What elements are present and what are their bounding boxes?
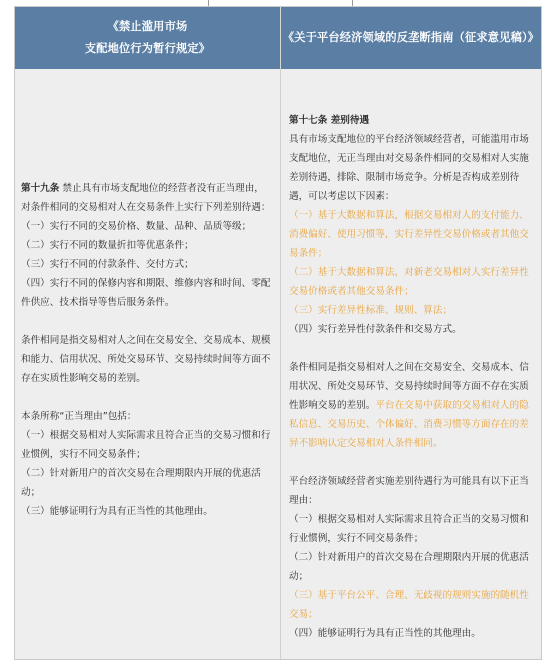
- left-justification-3: （三）能够证明行为具有正当性的其他理由。: [21, 506, 213, 517]
- left-item-1: （一）实行不同的交易价格、数量、品种、品质等级；: [21, 221, 252, 232]
- header-left-title-line1: 《禁止滥用市场: [107, 20, 188, 33]
- right-column-text: [289, 111, 535, 643]
- header-left-cell: [15, 7, 281, 69]
- header-left-title-line2: 支配地位行为暂行规定》: [84, 42, 211, 55]
- spacer: [21, 388, 273, 407]
- left-item-2: （二）实行不同的数量折扣等优惠条件；: [21, 240, 194, 251]
- top-edge: [0, 0, 550, 4]
- right-justification-1: （一）根据交易相对人实际需求且符合正当的交易习惯和行业惯例，实行不同交易条件；: [289, 514, 529, 544]
- right-item-4: （四）实行差异性付款条件和交易方式。: [289, 324, 462, 335]
- right-conditions-highlight: 平台在交易中获取的交易相对人的隐私信息、交易历史、个体偏好、消费习惯等方面存在的差异不影响认定交易相对人条件相同。: [289, 400, 529, 449]
- left-article-paragraph: [21, 179, 273, 217]
- left-column: [15, 69, 281, 659]
- right-item-2: （二）基于大数据和算法，对新老交易相对人实行差异性交易价格或者其他交易条件；: [289, 267, 529, 297]
- left-article-heading: 第十九条: [21, 183, 60, 194]
- comparison-table: [14, 6, 542, 660]
- right-conditions-plain: 条件相同是指交易相对人之间在交易安全、交易成本、信用状况、所处交易环节、交易持续时间等方面不存在实质性影响交易的差别。: [289, 362, 529, 411]
- right-justification-4: （四）能够证明行为具有正当性的其他理由。: [289, 628, 481, 639]
- left-item-4: （四）实行不同的保修内容和期限、维修内容和时间、零配件供应、技术指导等售后服务条件。: [21, 278, 271, 308]
- right-article-heading: 第十七条 差别待遇: [289, 115, 370, 126]
- right-justification-2: （二）针对新用户的首次交易在合理期限内开展的优惠活动；: [289, 552, 529, 582]
- right-conditions-paragraph: [289, 358, 535, 453]
- header-right-title: 《关于平台经济领域的反垄断指南（征求意见稿）》: [282, 31, 540, 44]
- right-column: [281, 69, 541, 659]
- table-header: [15, 7, 541, 69]
- left-conditions-paragraph: 条件相同是指交易相对人之间在交易安全、交易成本、规模和能力、信用状况、所处交易环节、交易持续时间等方面不存在实质性影响交易的差别。: [21, 335, 271, 384]
- left-column-text: [21, 179, 273, 521]
- spacer: [289, 453, 535, 472]
- right-item-1: （一）基于大数据和算法，根据交易相对人的支付能力、消费偏好、使用习惯等，实行差异性交易价格或者其他交易条件；: [289, 210, 529, 259]
- left-item-3: （三）实行不同的付款条件、交付方式；: [21, 259, 194, 270]
- left-justification-intro: 本条所称“正当理由”包括：: [21, 411, 137, 422]
- left-justification-2: （二）针对新用户的首次交易在合理期限内开展的优惠活动；: [21, 468, 261, 498]
- left-article-intro: 禁止具有市场支配地位的经营者没有正当理由，对条件相同的交易相对人在交易条件上实行下列差别待遇：: [21, 183, 271, 213]
- right-justification-intro: 平台经济领域经营者实施差别待遇行为可能具有以下正当理由：: [289, 476, 529, 506]
- right-item-3: （三）实行差异性标准、规则、算法；: [289, 305, 453, 316]
- header-right-cell: [281, 7, 541, 69]
- left-justification-1: （一）根据交易相对人实际需求且符合正当的交易习惯和行业惯例，实行不同交易条件；: [21, 430, 271, 460]
- right-justification-3: （三）基于平台公平、合理、无歧视的规则实施的随机性交易；: [289, 590, 529, 620]
- spacer: [21, 312, 273, 331]
- spacer: [289, 339, 535, 358]
- right-article-intro: 具有市场支配地位的平台经济领域经营者，可能滥用市场支配地位，无正当理由对交易条件相同的交易相对人实施差别待遇，排除、限制市场竞争。分析是否构成差别待遇，可以考虑以下因素：: [289, 134, 529, 202]
